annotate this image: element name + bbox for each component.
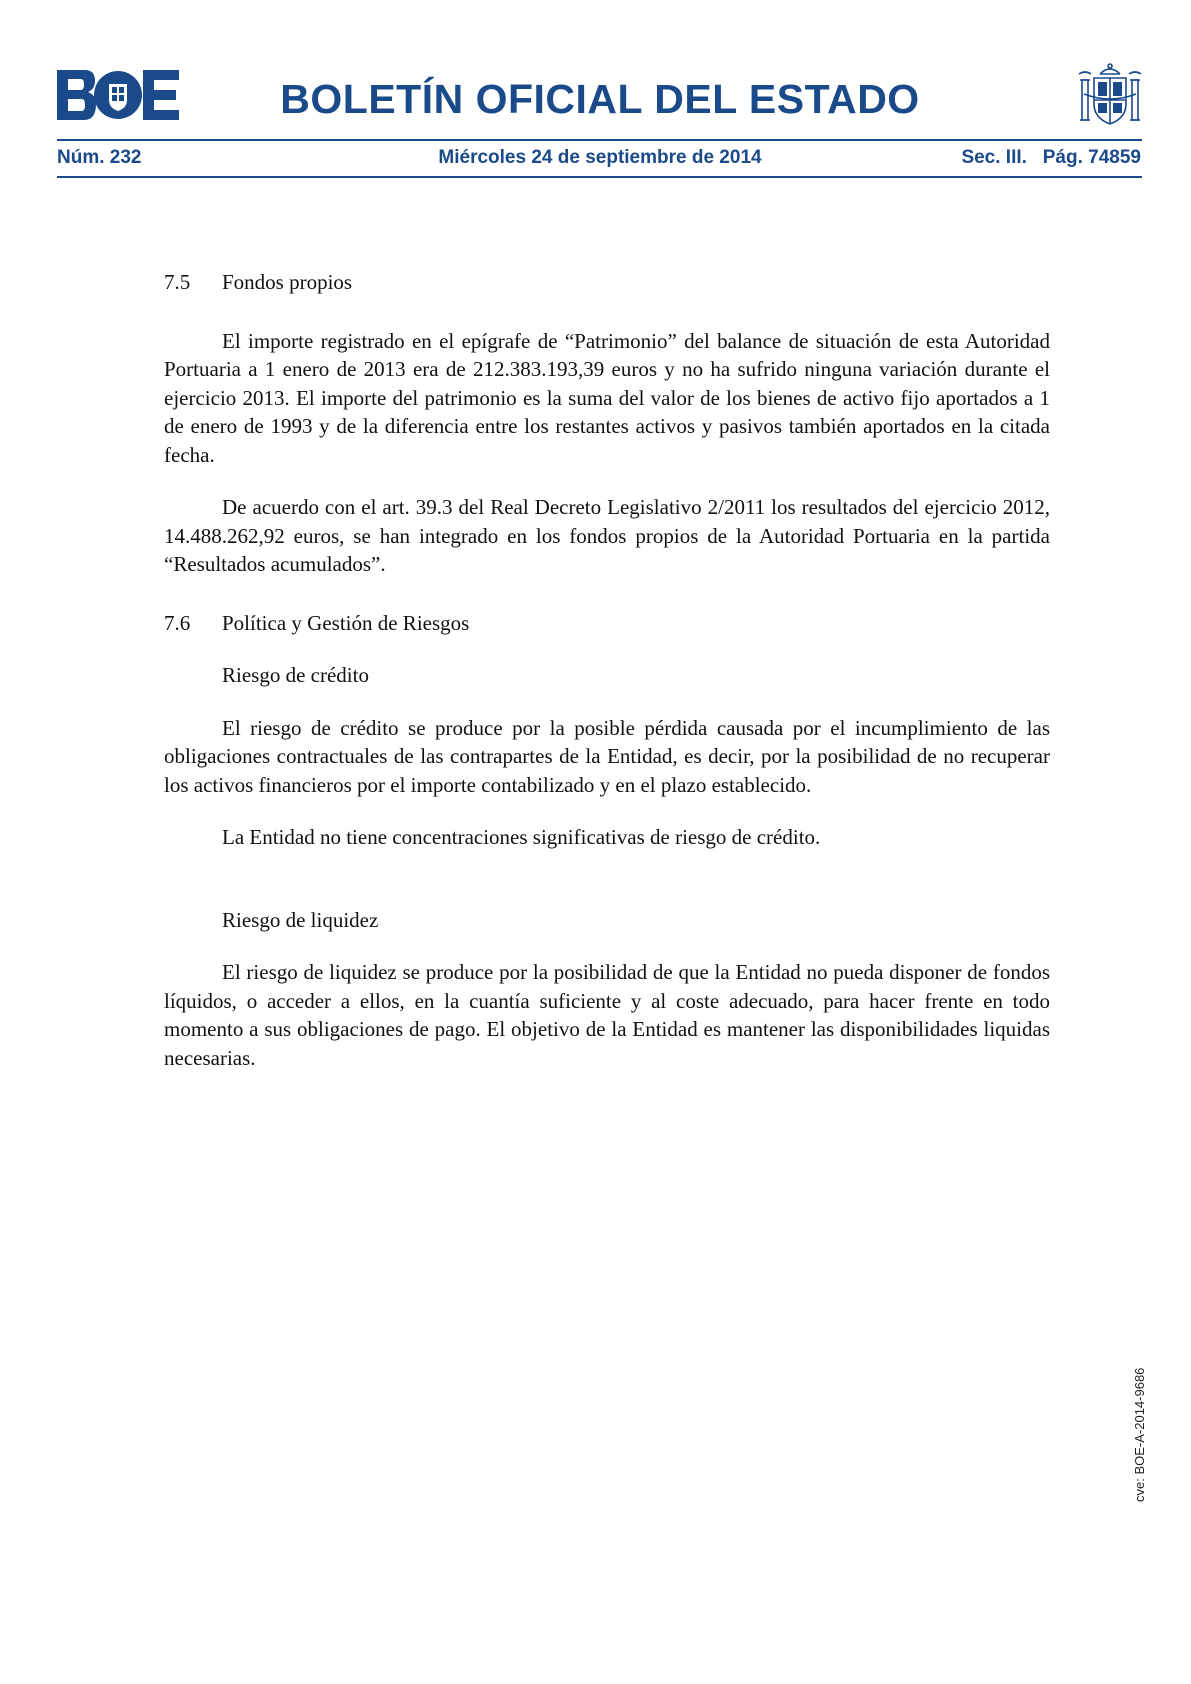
section-heading-7-5	[164, 268, 1050, 297]
paragraph-riesgo-liquidez: El riesgo de liquidez se produce por la posibilidad de que la Entidad no pueda disponer de fondos líquidos, o acceder a ellos, en la cuantía suficiente y al coste adecuado, para hacer frente en todo momento a sus obligaciones de pago. El objetivo de la Entidad es mantener las disponibilidades liquidas necesarias.	[164, 960, 1050, 1070]
issue-number: Núm. 232	[57, 147, 142, 168]
section-page: Sec. III. Pág. 74859	[961, 147, 1141, 168]
section-title: Fondos propios	[222, 270, 353, 294]
coat-of-arms-icon	[1078, 60, 1142, 130]
section-title: Política y Gestión de Riesgos	[222, 610, 470, 635]
paragraph-riesgo-credito: El riesgo de crédito se produce por la posible pérdida causada por el incumplimiento de las obligaciones contractuales de las contrapartes de la Entidad, es decir, por la posibilidad de no recuperar los activos financieros por el importe contabilizado y en el plazo establecido.	[164, 715, 1050, 797]
header-rule-top	[57, 139, 1142, 141]
boe-logo	[57, 70, 179, 120]
publication-date: Miércoles 24 de septiembre de 2014	[438, 147, 762, 168]
paragraph-patrimonio: El importe registrado en el epígrafe de “Patrimonio” del balance de situación de esta Autoridad Portuaria a 1 enero de 2013 era de 212.383.193,39 euros y no ha sufrido ninguna variación durante el ejercicio 2013. El importe del patrimonio es la suma del valor de los bienes de activo fijo aportados a 1 de enero de 1993 y de la diferencia entre los restantes activos y pasivos también aportados en la citada fecha.	[164, 328, 1050, 467]
masthead-title: BOLETÍN OFICIAL DEL ESTADO	[280, 76, 920, 122]
section-number: 7.6	[164, 610, 191, 635]
subheading-riesgo-credito: Riesgo de crédito	[222, 663, 369, 687]
header-rule-bottom	[57, 176, 1142, 178]
section-number: 7.5	[164, 270, 191, 294]
paragraph-concentraciones: La Entidad no tiene concentraciones significativas de riesgo de crédito.	[222, 825, 821, 849]
paragraph-resultados: De acuerdo con el art. 39.3 del Real Decreto Legislativo 2/2011 los resultados del ejercicio 2012, 14.488.262,92 euros, se han integrado en los fondos propios de la Autoridad Portuaria en la partida “Resultados acumulados”.	[164, 495, 1050, 576]
subheading-riesgo-liquidez: Riesgo de liquidez	[222, 907, 379, 932]
cve-identifier: cve: BOE-A-2014-9686	[1132, 1367, 1147, 1502]
document-body	[164, 268, 1050, 1072]
section-heading-7-6	[164, 609, 1050, 638]
